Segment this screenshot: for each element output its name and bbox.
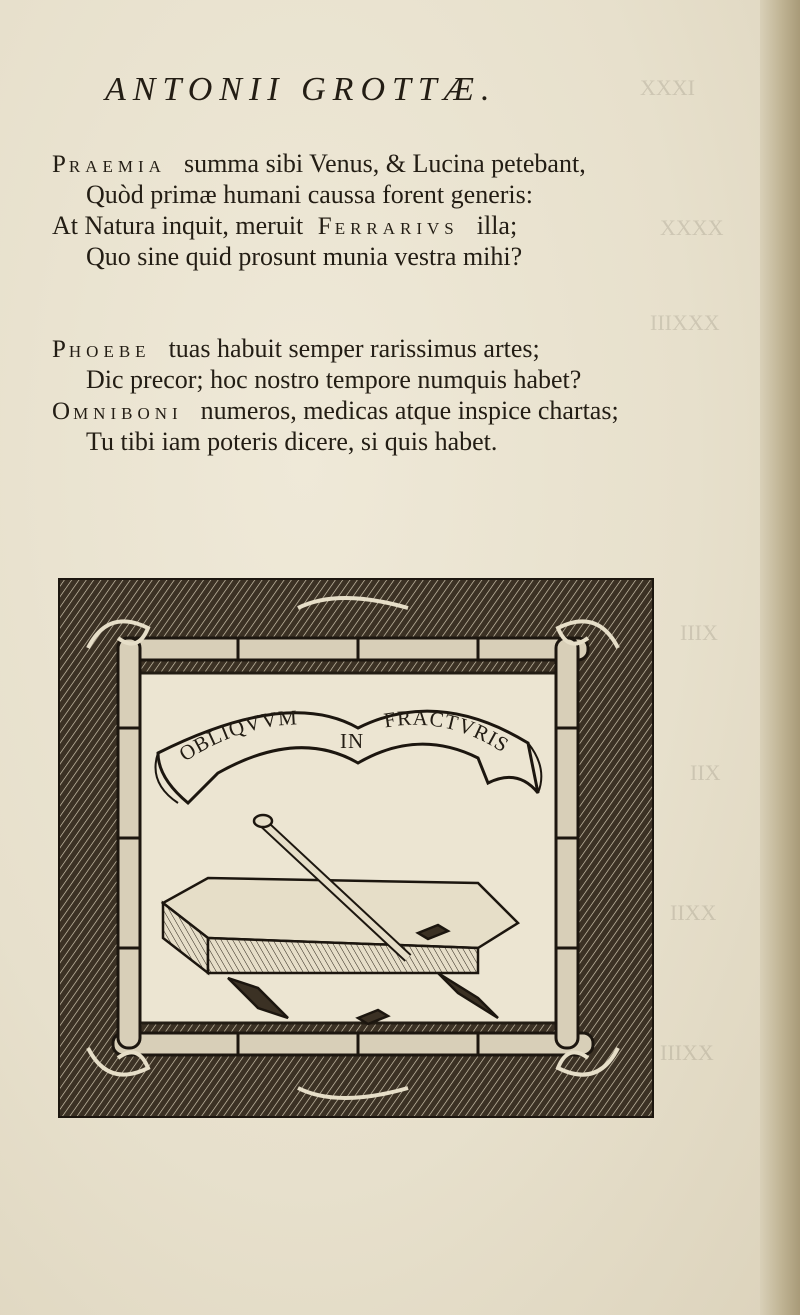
verse-line: Dic precor; hoc nostro tempore numquis habet? bbox=[86, 365, 582, 394]
dedicatee-name bbox=[52, 336, 151, 363]
verse-line bbox=[52, 210, 752, 241]
motto-word-1: OBLIQVVM bbox=[174, 705, 299, 766]
name-rest: HOEBE bbox=[68, 342, 151, 361]
show-through: IIXX bbox=[670, 900, 717, 925]
verse-line: Quòd primæ humani caussa forent generis: bbox=[86, 180, 533, 209]
verse-line bbox=[52, 395, 752, 426]
verse-text: summa sibi Venus, & Lucina petebant, bbox=[183, 149, 586, 178]
dedicatee-name bbox=[52, 151, 166, 178]
dedicatee-name bbox=[52, 398, 183, 425]
page-gutter bbox=[760, 0, 800, 1315]
verse-line bbox=[52, 148, 752, 179]
verse-line bbox=[52, 333, 752, 364]
name-initial: P bbox=[52, 151, 69, 178]
name-initial: O bbox=[52, 398, 74, 425]
verse-text: At Natura inquit, meruit bbox=[52, 211, 304, 240]
show-through: IIIX bbox=[680, 620, 718, 645]
motto-word-3: FRACTVRIS bbox=[382, 705, 514, 758]
verse-text: illa; bbox=[476, 211, 518, 240]
woodcut-emblem bbox=[58, 578, 654, 1118]
epigram-2 bbox=[52, 333, 752, 457]
motto-word-2: IN bbox=[340, 729, 365, 753]
show-through: XXXX bbox=[660, 215, 724, 240]
name-rest: RAEMIA bbox=[68, 157, 166, 176]
name-rest: ERRARIVS bbox=[334, 219, 459, 238]
verse-text: numeros, medicas atque inspice chartas; bbox=[200, 396, 619, 425]
epigram-1 bbox=[52, 148, 752, 272]
name-initial: F bbox=[317, 213, 335, 240]
show-through: IIX bbox=[690, 760, 721, 785]
show-through: XXXI bbox=[640, 75, 695, 100]
verse-line: Tu tibi iam poteris dicere, si quis habet. bbox=[86, 427, 498, 456]
name-initial: P bbox=[52, 336, 69, 363]
show-through: IIIXXX bbox=[650, 310, 720, 335]
name-rest: MNIBONI bbox=[73, 404, 183, 423]
verse-text: tuas habuit semper rarissimus artes; bbox=[168, 334, 540, 363]
running-head: ANTONII GROTTÆ. bbox=[105, 71, 497, 108]
verse-line: Quo sine quid prosunt munia vestra mihi? bbox=[86, 242, 523, 271]
emblem-illustration bbox=[58, 578, 654, 1118]
show-through: IIIXX bbox=[660, 1040, 714, 1065]
dedicatee-name bbox=[317, 213, 459, 240]
